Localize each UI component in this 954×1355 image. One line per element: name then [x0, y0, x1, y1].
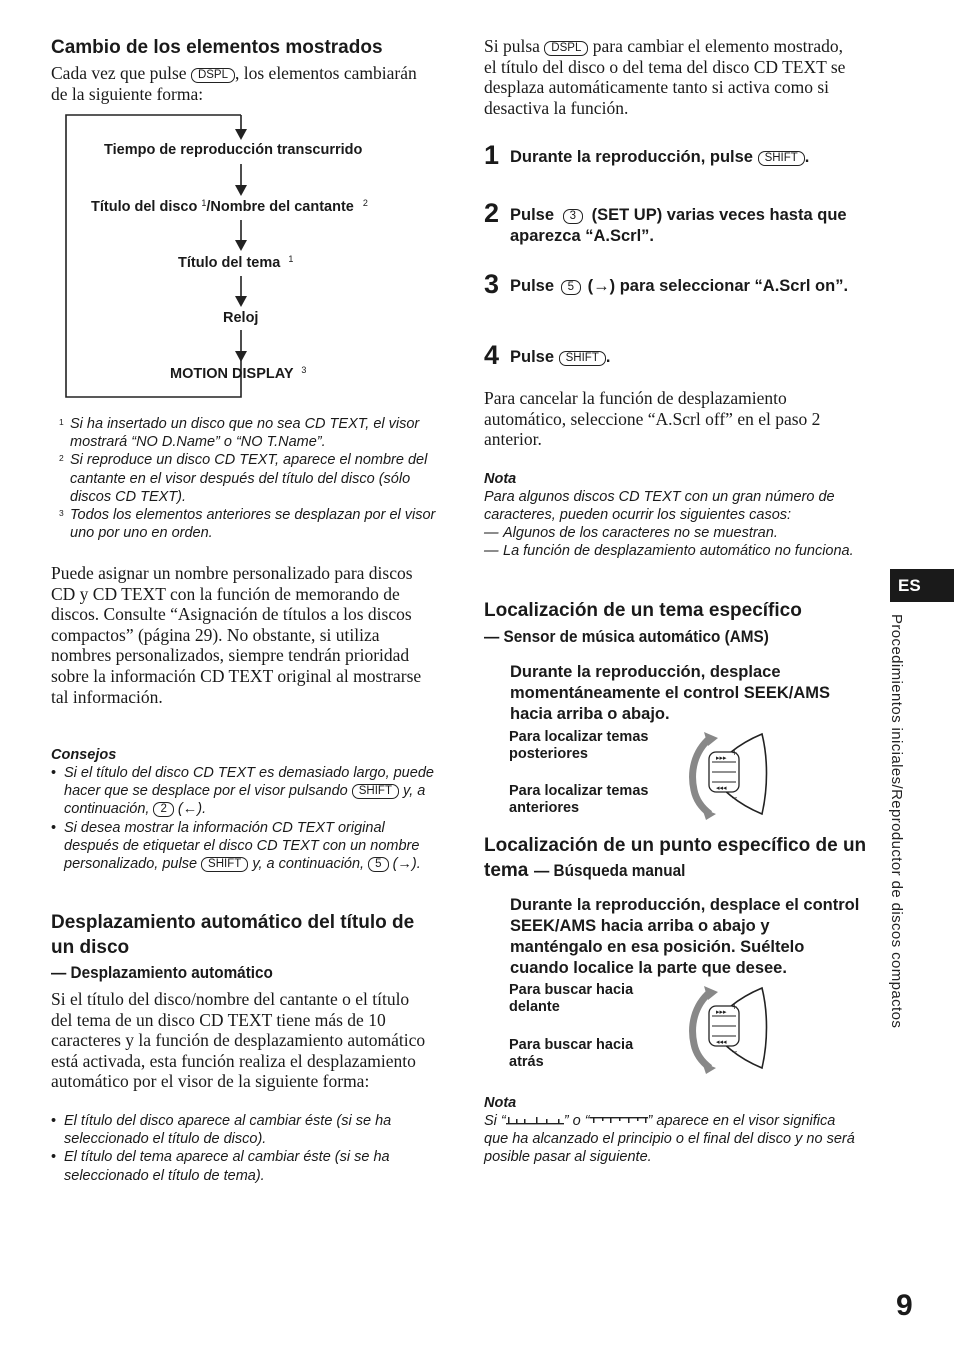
flow-item-disc-title: Título del disco $^1$/Nombre del cantante $^2$ [91, 198, 368, 215]
tips-heading: Consejos [51, 747, 117, 763]
intro-text-2: , los elementos cambiarán de la siguiente forma: [51, 63, 417, 104]
flow-item-clock: Reloj [223, 310, 259, 326]
note-heading: Nota [484, 471, 517, 487]
shift-key: SHIFT [201, 857, 248, 872]
ams-instruction: Durante la reproducción, desplace momentáneamente el control SEEK/AMS hacia arriba o abajo. [510, 663, 830, 723]
step-number: 2 [484, 198, 500, 228]
note-display-edge: Si “ ” o “ ” aparece en el visor significa que ha alcanzado el principio o el final del disco y no será posible pasar al siguiente. [484, 1113, 855, 1166]
label-search-backward: Para buscar hacia atrás [509, 1037, 634, 1070]
label-previous-tracks: Para localizar temas anteriores [509, 783, 649, 816]
section-title-auto-scroll: Desplazamiento automático del título de un disco [51, 912, 415, 958]
manual-search-instruction: Durante la reproducción, desplace el control SEEK/AMS hacia arriba o abajo y manténgalo en esa posición. Suéltelo cuando localice la parte que desee. [510, 896, 860, 977]
svg-text:◂◂◂: ◂◂◂ [716, 1039, 727, 1046]
step-4-text: Pulse SHIFT . [510, 348, 611, 366]
svg-text:▸▸▸: ▸▸▸ [716, 1009, 727, 1016]
section-subtitle-auto-scroll: — Desplazamiento automático [51, 963, 273, 982]
key-5: 5 [368, 857, 388, 872]
svg-text:▸▸▸: ▸▸▸ [716, 755, 727, 762]
display-end-symbol-icon [590, 1116, 648, 1126]
footnotes [51, 415, 436, 542]
svg-text:+: + [732, 1002, 738, 1012]
section-title-manual-search: Localización de un punto específico de un tema — Búsqueda manual [484, 835, 867, 881]
auto-scroll-bullets [51, 1112, 426, 1185]
tip-item: • Si el título del disco CD TEXT es demasiado largo, puede hacer que se desplace por el visor pulsando SHIFT y, a continuación, 2 (←). [51, 764, 436, 819]
side-section-title-container [884, 614, 908, 1114]
svg-text:+: + [732, 748, 738, 758]
label-next-tracks: Para localizar temas posteriores [509, 729, 649, 762]
bullet-item: • El título del tema aparece al cambiar éste (si se ha seleccionado el título de tema). [51, 1148, 426, 1184]
shift-key: SHIFT [559, 351, 606, 366]
right-intro: Si pulsa DSPL para cambiar el elemento mostrado, el título del disco o del tema del disco CD TEXT se desplaza automáticamente tanto si activa como si desactiva la función. [484, 36, 846, 118]
page-number: 9 [896, 1289, 913, 1322]
note-text: Para algunos discos CD TEXT con un gran número de caracteres, pueden ocurrir los siguientes casos: [484, 489, 835, 524]
svg-text:–: – [732, 1046, 738, 1056]
step-3-text: Pulse 5 (→) para seleccionar “A.Scrl on”. [510, 277, 849, 295]
flow-item-track-title: Título del tema $^1$ [178, 254, 294, 271]
seek-ams-control-illustration [676, 982, 772, 1074]
key-2: 2 [153, 802, 173, 817]
tip-item: • Si desea mostrar la información CD TEXT original después de etiquetar el disco CD TEXT con un nombre personalizado, pulse SHIFT y, a continuación, 5 (→). [51, 819, 436, 874]
step-number: 1 [484, 140, 500, 170]
key-5: 5 [561, 280, 581, 295]
section-title-display-items: Cambio de los elementos mostrados [51, 37, 383, 58]
note-list-item: — Algunos de los caracteres no se muestran. [484, 525, 778, 541]
footnote: 1 Si ha insertado un disco que no sea CD TEXT, el visor mostrará “NO D.Name” o “NO T.Name”. [59, 416, 420, 451]
footnote: 2 Si reproduce un disco CD TEXT, aparece el nombre del cantante en el visor después del título del disco (sólo discos CD TEXT). [59, 452, 428, 505]
arrow-down-icon [235, 296, 247, 307]
custom-name-paragraph: Puede asignar un nombre personalizado para discos CD y CD TEXT con la función de memorando de discos. Consulte “Asignación de títulos a los discos compactos” (página 29). No obstante, si utiliza nombres personalizados, siempre tendrán prioridad sobre la información CD TEXT original al mostrarse tal información. [51, 563, 422, 707]
section-title-ams: Localización de un tema específico [484, 600, 802, 621]
note-list [484, 524, 859, 560]
flow-item-elapsed-time: Tiempo de reproducción transcurrido [104, 142, 363, 158]
step-2-text: Pulse 3 (SET UP) varias veces hasta que aparezca “A.Scrl”. [510, 206, 847, 245]
language-tab: ES [890, 569, 954, 602]
flow-item-motion-display: MOTION DISPLAY $^3$ [170, 365, 307, 382]
label-search-forward: Para buscar hacia delante [509, 982, 634, 1015]
cancel-paragraph: Para cancelar la función de desplazamiento automático, seleccione “A.Scrl off” en el paso 2 anterior. [484, 388, 821, 450]
shift-key: SHIFT [758, 151, 805, 166]
side-section-title: Procedimientos iniciales/Reproductor de discos compactos [888, 614, 905, 1029]
section-subtitle-ams: — Sensor de música automático (AMS) [484, 627, 769, 646]
shift-key: SHIFT [352, 784, 399, 799]
tips-list [51, 764, 436, 873]
dspl-key: DSPL [544, 41, 588, 56]
intro-text: Cada vez que pulse [51, 63, 187, 83]
arrow-down-icon [235, 129, 247, 140]
arrow-down-icon [235, 240, 247, 251]
svg-text:◂◂◂: ◂◂◂ [716, 785, 727, 792]
step-number: 4 [484, 340, 500, 370]
footnote: 3 Todos los elementos anteriores se desplazan por el visor uno por uno en orden. [59, 507, 436, 542]
key-3: 3 [563, 209, 583, 224]
note-list-item: — La función de desplazamiento automático no funciona. [484, 543, 854, 560]
step-1-text: Durante la reproducción, pulse SHIFT . [510, 148, 810, 166]
note-heading: Nota [484, 1095, 517, 1111]
arrow-down-icon [235, 351, 247, 362]
display-start-symbol-icon [506, 1116, 564, 1126]
display-items-intro [51, 63, 431, 104]
dspl-key: DSPL [191, 68, 235, 83]
step-number: 3 [484, 269, 500, 299]
auto-scroll-paragraph: Si el título del disco/nombre del cantante o el título del tema de un disco CD TEXT tiene más de 10 caracteres y la función de desplazamiento automático está activada, esta función realiza el desplazamiento automático por el visor de la siguiente forma: [51, 989, 426, 1092]
svg-text:–: – [732, 792, 738, 802]
bullet-item: • El título del disco aparece al cambiar éste (si se ha seleccionado el título de disco). [51, 1112, 426, 1148]
arrow-down-icon [235, 185, 247, 196]
seek-ams-control-illustration [676, 728, 772, 820]
